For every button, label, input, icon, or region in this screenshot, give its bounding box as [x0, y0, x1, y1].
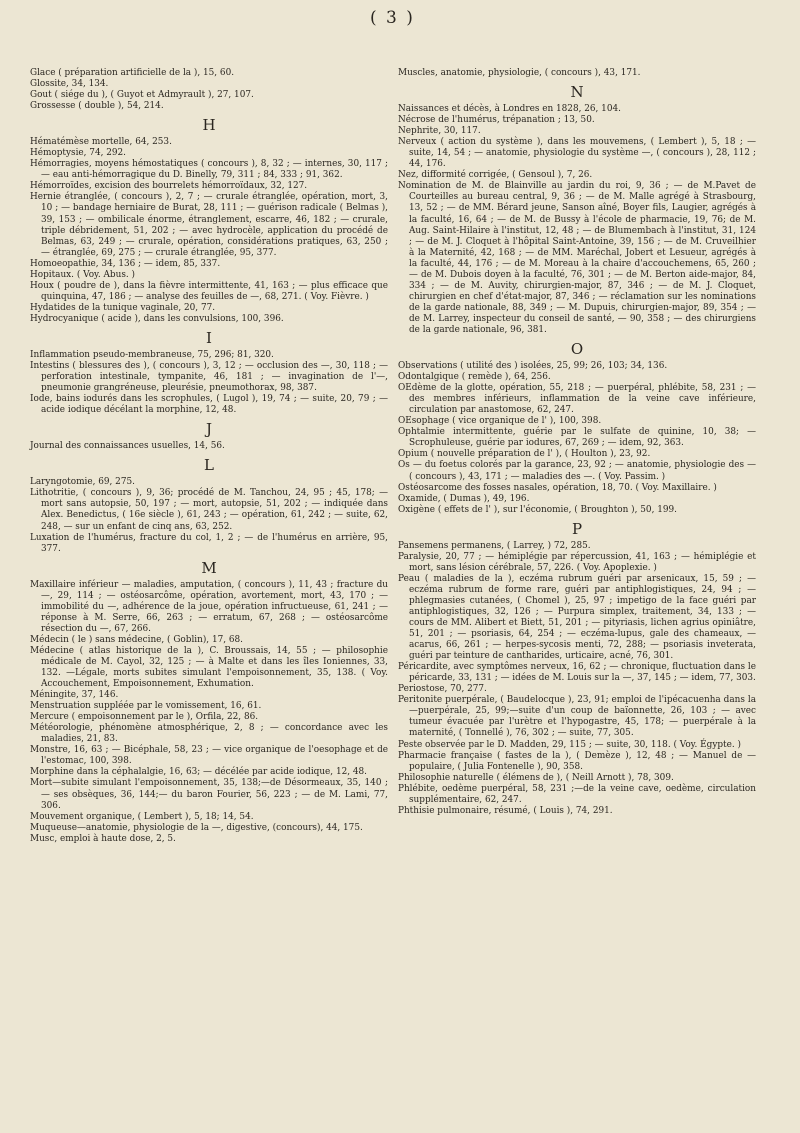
- index-entry: Morphine dans la céphalalgie, 16, 63; — décélée par acide iodique, 12, 48.: [30, 767, 367, 778]
- section-letter-heading: H: [202, 116, 216, 135]
- index-entry: Naissances et décès, à Londres en 1828, 26, 104.: [398, 104, 621, 115]
- index-entry: Homoeopathie, 34, 136 ; — idem, 85, 337.: [30, 258, 221, 269]
- index-entry: OEsophage ( vice organique de l' ), 100, 398.: [398, 416, 602, 427]
- index-entry: Peritonite puerpérale, ( Baudelocque ), 23, 91; emploi de l'ipécacuenha dans la—puerpérale, 25, 99;—suite d'un coup de baïonnette, 26, 103 ; — avec tumeur évacuée par l'urètre et l'hypogastre, 45, 178; — puerpérale à la maternité, ( Tonnellé ), 76, 302 ; — suite, 77, 305.: [398, 695, 756, 739]
- section-letter-heading: N: [570, 83, 584, 102]
- index-entry: Odontalgique ( remède ), 64, 256.: [398, 372, 551, 383]
- index-entry: Gout ( siége du ), ( Guyot et Admyrault ), 27, 107.: [30, 90, 254, 101]
- index-entry: OEdème de la glotte, opération, 55, 218 ; — puerpéral, phlébite, 58, 231 ; — des membres inférieurs, inflammation de la veine cave inférieure, circulation par anastomose, 62, 247.: [398, 383, 756, 416]
- index-entry: Hydatides de la tunique vaginale, 20, 77.: [30, 302, 216, 313]
- index-entry: Mouvement organique, ( Lembert ), 5, 18; 14, 54.: [30, 811, 254, 822]
- index-entry: Periostose, 70, 277.: [398, 684, 487, 695]
- section-letter-heading: J: [205, 420, 212, 439]
- index-entry: Laryngotomie, 69, 275.: [30, 477, 135, 488]
- index-entry: Ostéosarcome des fosses nasales, opération, 18, 70. ( Voy. Maxillaire. ): [398, 482, 717, 493]
- index-entry: Hydrocyanique ( acide ), dans les convulsions, 100, 396.: [30, 313, 284, 324]
- index-entry: Météorologie, phénomène atmosphérique, 2, 8 ; — concordance avec les maladies, 21, 83.: [30, 723, 388, 745]
- index-entry: Oxigène ( effets de l' ), sur l'économie, ( Broughton ), 50, 199.: [398, 504, 677, 515]
- index-entry: Hématémèse mortelle, 64, 253.: [30, 137, 172, 148]
- index-entry: Muscles, anatomie, physiologie, ( concours ), 43, 171.: [398, 68, 641, 78]
- index-entry: Houx ( poudre de ), dans la fièvre intermittente, 41, 163 ; — plus efficace que quinquina, 47, 186 ; — analyse des feuilles de —, 68, 271. ( Voy. Fièvre. ): [30, 280, 388, 302]
- index-entry: Monstre, 16, 63 ; — Bicéphale, 58, 23 ; — vice organique de l'oesophage et de l'estomac, 100, 398.: [30, 745, 388, 767]
- index-entry: Opium ( nouvelle préparation de l' ), ( Houlton ), 23, 92.: [398, 449, 651, 460]
- index-entry: Philosophie naturelle ( élémens de ), ( Neill Arnott ), 78, 309.: [398, 772, 674, 783]
- index-entry: Médecin ( le ) sans médecine, ( Goblin), 17, 68.: [30, 634, 243, 645]
- index-entry: Oxamide, ( Dumas ), 49, 196.: [398, 493, 530, 504]
- index-entry: Phlébite, oedème puerpéral, 58, 231 ;—de la veine cave, oedème, circulation supplémentaire, 62, 247.: [398, 783, 756, 805]
- section-letter-heading: L: [204, 456, 214, 475]
- index-entry: Maxillaire inférieur — maladies, amputation, ( concours ), 11, 43 ; fracture du —, 29, 114 ; — ostéosarcôme, opération, avortement, mort, 43, 170 ; — immobilité du —, adhérence de la joue, opération infructueuse, 61, 241 ; — réponse à M. Serre, 66, 263 ; — erratum, 67, 268 ; — ostéosarcôme résection du —, 67, 266.: [30, 579, 388, 634]
- index-entry: Hopitaux. ( Voy. Abus. ): [30, 269, 135, 280]
- right-index-column: [398, 68, 756, 817]
- index-entry: Phthisie pulmonaire, résumé, ( Louis ), 74, 291.: [398, 805, 613, 816]
- section-letter-heading: O: [570, 340, 584, 359]
- index-entry: Méningite, 37, 146.: [30, 690, 119, 701]
- index-entry: Ophtalmie intermittente, guérie par le sulfate de quinine, 10, 38; — Scrophuleuse, guérie par iodures, 67, 269 ; — idem, 92, 363.: [398, 427, 756, 449]
- section-letter-heading: I: [206, 328, 212, 347]
- index-entry: Journal des connaissances usuelles, 14, 56.: [30, 441, 225, 452]
- index-entry: Paralysie, 20, 77 ; — hémiplégie par répercussion, 41, 163 ; — hémiplégie et mort, sans lésion cérébrale, 57, 226. ( Voy. Apoplexie. ): [398, 551, 756, 573]
- section-letter-heading: M: [201, 558, 217, 577]
- index-entry: Hernie étranglée, ( concours ), 2, 7 ; — crurale étranglée, opération, mort, 3, 10 ; — bandage herniaire de Burat, 28, 111 ; — guérison radicale ( Belmas ), 39, 153 ; — ombilicale énorme, étranglement, escarre, 46, 182 ; — crurale, triple débridement, 51, 202 ; — avec hydrocèle, application du procédé de Belmas, 63, 249 ; — crurale, opération, considérations pratiques, 63, 250 ; — étranglée, 69, 275 ; — crurale étranglée, 95, 377.: [30, 192, 388, 258]
- index-entry: Muqueuse—anatomie, physiologie de la —, digestive, (concours), 44, 175.: [30, 822, 363, 833]
- index-entry: Os — du foetus colorés par la garance, 23, 92 ; — anatomie, physiologie des — ( concours ), 43, 171 ; — maladies des —. ( Voy. Passim. ): [398, 460, 756, 482]
- index-entry: Nécrose de l'humérus, trépanation ; 13, 50.: [398, 115, 595, 126]
- page-number: ( 3 ): [370, 8, 415, 28]
- index-entry: Nephrite, 30, 117.: [398, 126, 481, 137]
- index-entry: Intestins ( blessures des ), ( concours ), 3, 12 ; — occlusion des —, 30, 118 ; — perforation intestinale, tympanite, 46, 181 ; — invagination de l'—, pneumonie grangréneuse, pleurésie, pneumothorax, 98, 387.: [30, 361, 388, 394]
- index-entry: Nerveux ( action du système ), dans les mouvemens, ( Lembert ), 5, 18 ; — suite, 14, 54 ; — anatomie, physiologie du système —, ( concours ), 28, 112 ; 44, 176.: [398, 137, 756, 170]
- index-entry: Nomination de M. de Blainville au jardin du roi, 9, 36 ; — de M.Pavet de Courteilles au bureau central, 9, 36 ; — de M. Malle agrégé à Strasbourg, 13, 52 ; — de MM. Bérard jeune, Sanson aîné, Boyer fils, Laugier, agrégés à la faculté, 16, 64 ; — de M. de Bussy à l'école de pharmacie, 19, 76; de M. Aug. Saint-Hilaire à l'institut, 12, 48 ; — de Blumembach à l'institut, 31, 124 ; — de M. J. Cloquet à l'hôpital Saint-Antoine, 39, 156 ; — de M. Cruveilhier à la Maternité, 42, 168 ; — de MM. Maréchal, Jobert et Lesueur, agrégés à la faculté, 44, 176 ; — de M. Moreau à la chaire d'accouchemens, 65, 260 ; — de M. Dubois doyen à la faculté, 76, 301 ; — de M. Berton aide-major, 84, 334 ; — de M. Auvity, chirurgien-major, 87, 346 ; — de M. J. Cloquet, chirurgien en chef d'état-major, 87, 346 ; — réclamation sur les nominations de la garde nationale, 88, 349 ; — M. Dupuis, chirurgien-major, 89, 354 ; — de M. Larrey, inspecteur du conseil de santé, — 90, 358 ; — des chirurgiens de la garde nationale, 96, 381.: [398, 181, 756, 335]
- index-entry: Pharmacie française ( fastes de la ), ( Demèze ), 12, 48 ; — Manuel de — populaire, ( Julia Fontenelle ), 90, 358.: [398, 750, 756, 772]
- index-entry: Iode, bains iodurés dans les scrophules, ( Lugol ), 19, 74 ; — suite, 20, 79 ; — acide iodique décélant la morphine, 12, 48.: [30, 394, 388, 416]
- index-entry: Glossite, 34, 134.: [30, 79, 109, 90]
- index-entry: Musc, emploi à haute dose, 2, 5.: [30, 833, 176, 844]
- section-letter-heading: P: [571, 519, 583, 538]
- left-index-column: [30, 68, 388, 845]
- index-entry: Grossesse ( double ), 54, 214.: [30, 101, 164, 112]
- index-entry: Mort—subite simulant l'empoisonnement, 35, 138;—de Désormeaux, 35, 140 ; — ses obsèques, 36, 144;— du baron Fourier, 56, 223 ; — de M. Lami, 77, 306.: [30, 778, 388, 811]
- index-entry: Hémoptysie, 74, 292.: [30, 148, 126, 159]
- index-entry: Peau ( maladies de la ), eczéma rubrum guéri par arsenicaux, 15, 59 ; — eczéma rubrum de forme rare, guéri par antiphlogistiques, 24, 94 ; — phlegmasies cutanées, ( Chomel ), 25, 97 ; impetigo de la face guéri par antiphlogistiques, 32, 126 ; — Purpura simplex, traitement, 34, 133 ; — cours de MM. Alibert et Biett, 51, 201 ; — pityriasis, lichen agrius opiniâtre, 51, 201 ; — psoriasis, 64, 254 ; — eczéma-lupus, gale des chameaux, — acarus, 66, 261 ; — herpes-sycosis menti, 72, 288; — psoriasis inveterata, guéri par teinture de cantharides, urticaire, acné, 76, 301.: [398, 573, 756, 662]
- index-entry: Pansemens permanens, ( Larrey, ) 72, 285.: [398, 540, 591, 551]
- index-entry: Lithotritie, ( concours ), 9, 36; procédé de M. Tanchou, 24, 95 ; 45, 178; — mort sans autopsie, 50, 197 ; — mort, autopsie, 51, 202 ; — indiquée dans Alex. Benedictus, ( 16e siècle ), 61, 243 ; — opération, 61, 242 ; — suite, 62, 248, — sur un enfant de cinq ans, 63, 252.: [30, 488, 388, 532]
- index-entry: Médecine ( atlas historique de la ), C. Broussais, 14, 55 ; — philosophie médicale de M. Cayol, 32, 125 ; — à Malte et dans les îles Ioniennes, 33, 132. —Légale, morts subites simulant l'empoisonnement, 35, 138. ( Voy. Accouchement, Empoisonnement, Exhumation.: [30, 645, 388, 690]
- index-entry: Glace ( préparation artificielle de la ), 15, 60.: [30, 68, 235, 78]
- index-entry: Mercure ( empoisonnement par le ), Orfila, 22, 86.: [30, 712, 259, 723]
- index-entry: Nez, difformité corrigée, ( Gensoul ), 7, 26.: [398, 170, 593, 181]
- index-entry: Observations ( utilité des ) isolées, 25, 99; 26, 103; 34, 136.: [398, 361, 668, 372]
- index-entry: Péricardite, avec symptômes nerveux, 16, 62 ; — chronique, fluctuation dans le péricarde, 33, 131 ; — idées de M. Louis sur la —, 37, 145 ; — idem, 77, 303.: [398, 662, 756, 684]
- index-entry: Menstruation suppléée par le vomissement, 16, 61.: [30, 701, 262, 712]
- index-entry: Luxation de l'humérus, fracture du col, 1, 2 ; — de l'humérus en arrière, 95, 377.: [30, 532, 388, 554]
- index-entry: Hémorragies, moyens hémostatiques ( concours ), 8, 32 ; — internes, 30, 117 ; — eau anti-hémorragique du D. Binelly, 79, 311 ; 84, 333 ; 91, 362.: [30, 159, 388, 181]
- index-entry: Peste observée par le D. Madden, 29, 115 ; — suite, 30, 118. ( Voy. Égypte. ): [398, 739, 741, 750]
- index-entry: Hémorroïdes, excision des bourrelets hémorroïdaux, 32, 127.: [30, 181, 308, 192]
- index-entry: Inflammation pseudo-membraneuse, 75, 296; 81, 320.: [30, 349, 274, 360]
